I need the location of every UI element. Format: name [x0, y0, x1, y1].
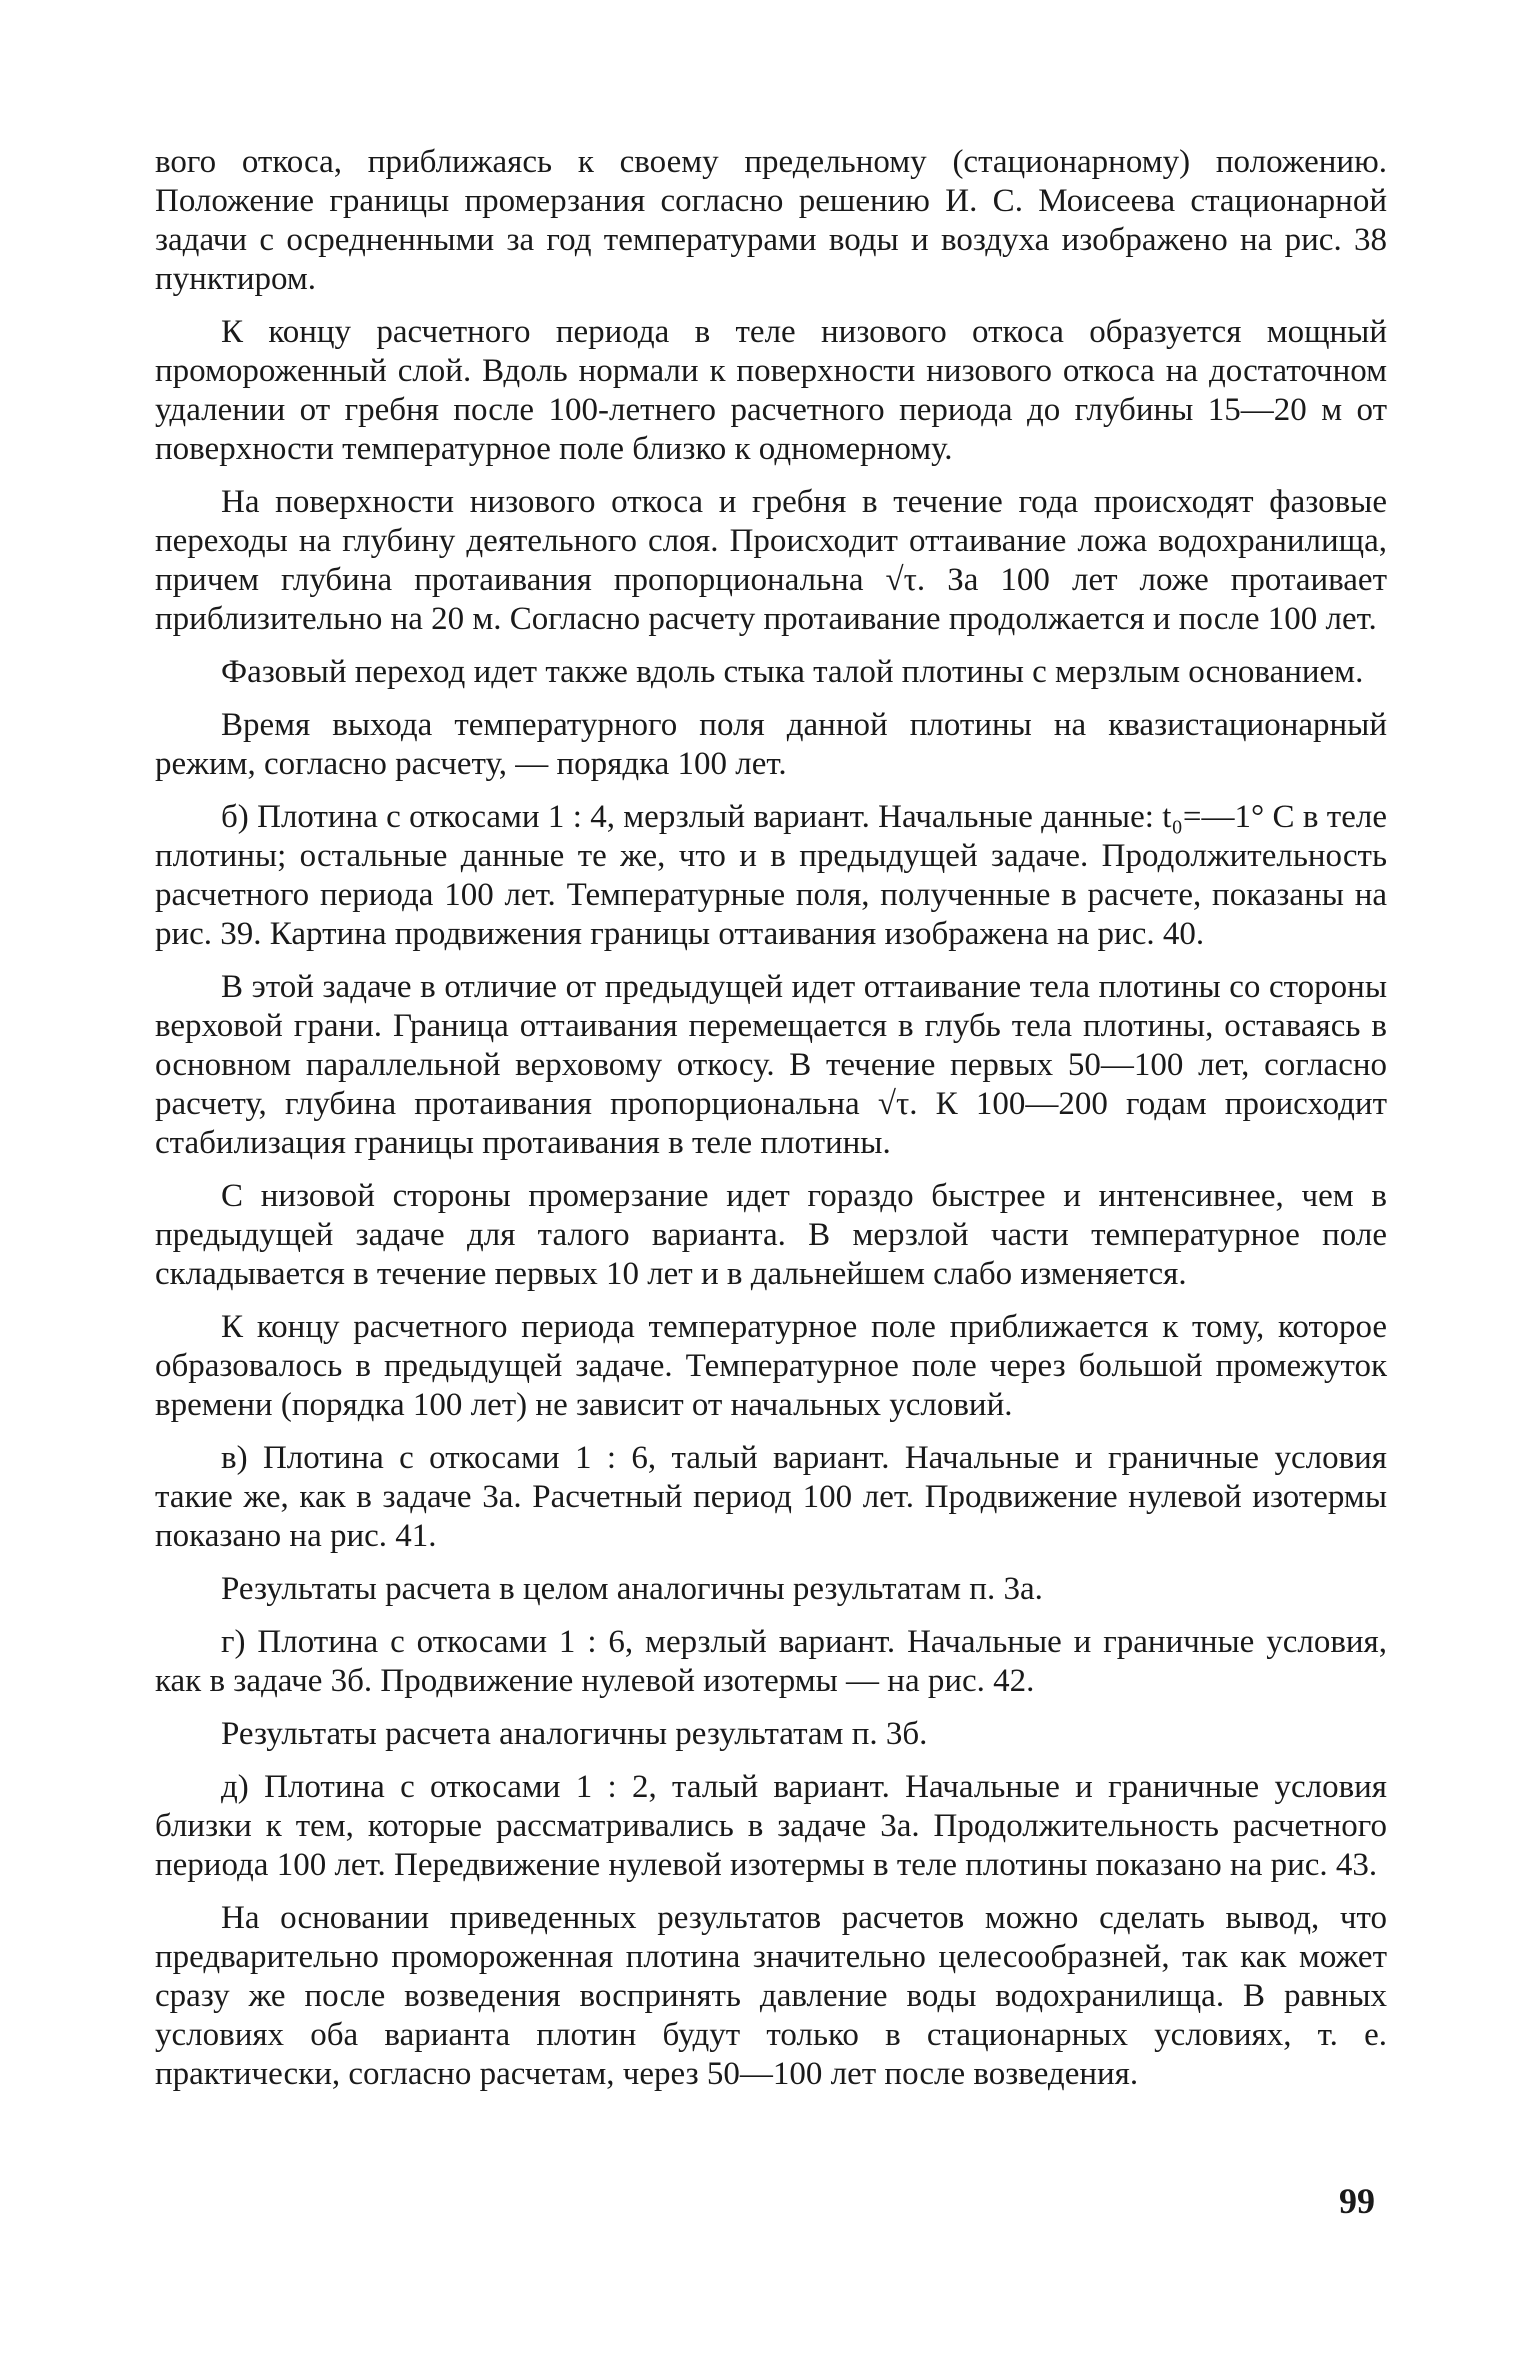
paragraph-6: б) Плотина с откосами 1 : 4, мерзлый вариант. Начальные данные: t₀=—1° С в теле плотины; остальные данные те же, что и в предыдущей задаче. Продолжительность расчетного периода 100 лет. Температурные поля, полученные в расчете, показаны на рис. 39. Картина продвижения границы оттаивания изображена на рис. 40. — [155, 799, 1387, 952]
paragraph-14: д) Плотина с откосами 1 : 2, талый вариант. Начальные и граничные условия близки к тем, которые рассматривались в задаче 3а. Продолжительность расчетного периода 100 лет. Передвижение нулевой изотермы в теле плотины показано на рис. 43. — [155, 1769, 1387, 1883]
paragraph-12: г) Плотина с откосами 1 : 6, мерзлый вариант. Начальные и граничные условия, как в задаче 3б. Продвижение нулевой изотермы — на рис. 42. — [155, 1624, 1387, 1699]
paragraph-3: На поверхности низового откоса и гребня в течение года происходят фазовые переходы на глубину деятельного слоя. Происходит оттаивание ложа водохранилища, причем глубина протаивания пропорциональна √τ. За 100 лет ложе протаивает приблизительно на 20 м. Согласно расчету протаивание продолжается и после 100 лет. — [155, 484, 1387, 637]
paragraph-10: в) Плотина с откосами 1 : 6, талый вариант. Начальные и граничные условия такие же, как в задаче 3а. Расчетный период 100 лет. Продвижение нулевой изотермы показано на рис. 41. — [155, 1440, 1387, 1554]
paragraph-2: К концу расчетного периода в теле низового откоса образуется мощный промороженный слой. Вдоль нормали к поверхности низового откоса на достаточном удалении от гребня после 100-летнего расчетного периода до глубины 15—20 м от поверхности температурное поле близко к одномерному. — [155, 314, 1387, 467]
paragraph-4: Фазовый переход идет также вдоль стыка талой плотины с мерзлым основанием. — [221, 654, 1364, 690]
paragraph-15: На основании приведенных результатов расчетов можно сделать вывод, что предварительно промороженная плотина значительно целесообразней, так как может сразу же после возведения воспринять давление воды водохранилища. В равных условиях оба варианта плотин будут только в стационарных условиях, т. е. практически, согласно расчетам, через 50—100 лет после возведения. — [155, 1900, 1387, 2092]
paragraph-8: С низовой стороны промерзание идет гораздо быстрее и интенсивнее, чем в предыдущей задаче для талого варианта. В мерзлой части температурное поле складывается в течение первых 10 лет и в дальнейшем слабо изменяется. — [155, 1178, 1387, 1292]
page-body — [155, 143, 1387, 2108]
paragraph-11: Результаты расчета в целом аналогичны результатам п. 3а. — [221, 1571, 1043, 1607]
paragraph-1: вого откоса, приближаясь к своему предельному (стационарному) положению. Положение границы промерзания согласно решению И. С. Моисеева стационарной задачи с осредненными за год температурами воды и воздуха изображено на рис. 38 пунктиром. — [155, 144, 1387, 297]
page-number: 99 — [1339, 2181, 1375, 2221]
paragraph-5: Время выхода температурного поля данной плотины на квазистационарный режим, согласно расчету, — порядка 100 лет. — [155, 707, 1387, 782]
paragraph-13: Результаты расчета аналогичны результатам п. 3б. — [221, 1716, 928, 1752]
paragraph-9: К концу расчетного периода температурное поле приближается к тому, которое образовалось в предыдущей задаче. Температурное поле через большой промежуток времени (порядка 100 лет) не зависит от начальных условий. — [155, 1309, 1387, 1423]
paragraph-7: В этой задаче в отличие от предыдущей идет оттаивание тела плотины со стороны верховой грани. Граница оттаивания перемещается в глубь тела плотины, оставаясь в основном параллельной верховому откосу. В течение первых 50—100 лет, согласно расчету, глубина протаивания пропорциональна √τ. К 100—200 годам происходит стабилизация границы протаивания в теле плотины. — [155, 969, 1387, 1161]
